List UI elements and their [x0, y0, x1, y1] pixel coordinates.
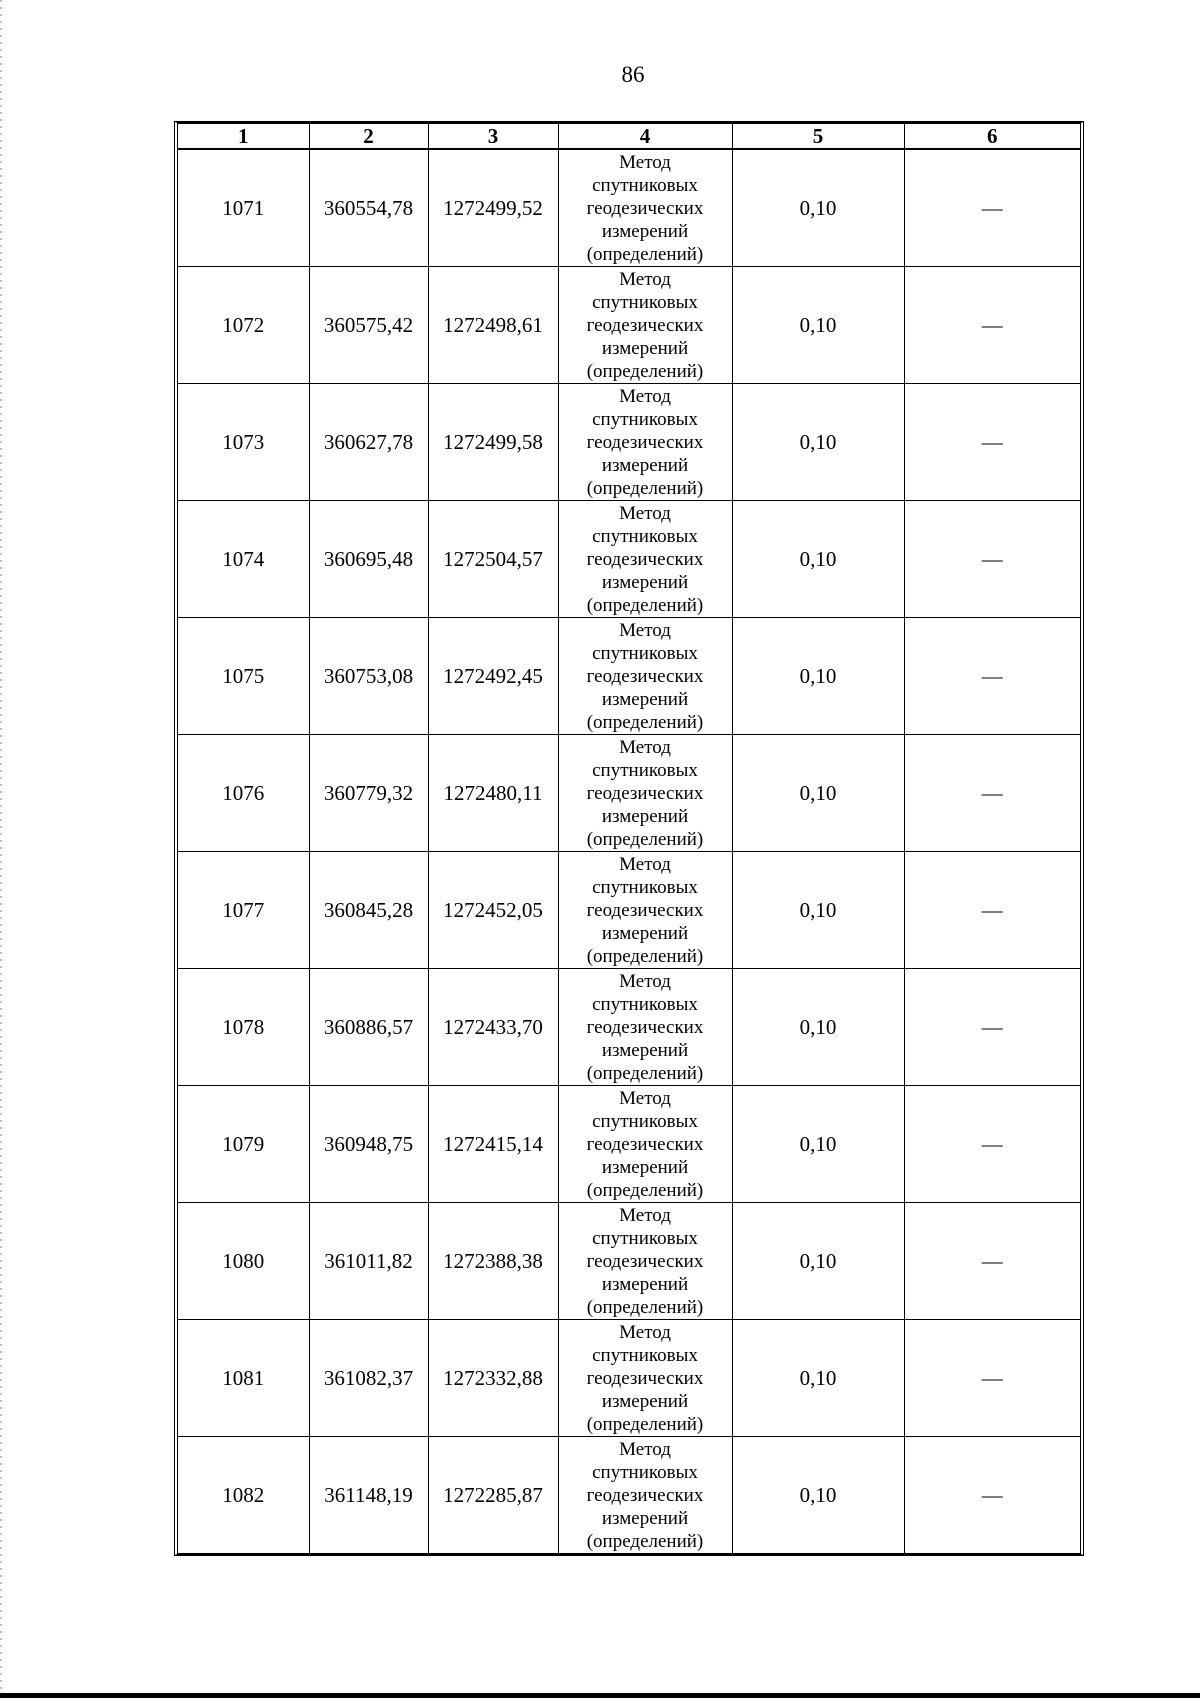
method-line: (определений): [586, 477, 704, 499]
coordinate-y-cell: 1272499,52: [428, 149, 558, 267]
coordinate-y-cell: 1272332,88: [428, 1320, 558, 1437]
table-row: [178, 267, 1080, 384]
method-line: спутниковых: [592, 408, 698, 430]
accuracy-cell: 0,10: [732, 1086, 904, 1203]
method-line: (определений): [586, 1179, 704, 1201]
point-number-cell: 1077: [178, 852, 309, 969]
coordinate-x-cell: 361011,82: [309, 1203, 428, 1320]
method-line: измерений: [601, 1156, 689, 1178]
method-line: геодезических: [586, 1250, 704, 1272]
note-cell: —: [904, 735, 1080, 852]
note-cell: —: [904, 149, 1080, 267]
note-cell: —: [904, 1203, 1080, 1320]
method-cell: [558, 149, 732, 267]
point-number-cell: 1078: [178, 969, 309, 1086]
coordinate-x-cell: 360948,75: [309, 1086, 428, 1203]
method-cell: [558, 618, 732, 735]
accuracy-cell: 0,10: [732, 618, 904, 735]
page-number: 86: [621, 62, 645, 87]
method-line: Метод: [619, 385, 671, 407]
coordinate-x-cell: 360886,57: [309, 969, 428, 1086]
method-line: (определений): [586, 594, 704, 616]
table-row: [178, 735, 1080, 852]
method-cell: [558, 501, 732, 618]
coordinate-x-cell: 361148,19: [309, 1437, 428, 1554]
method-line: измерений: [601, 688, 689, 710]
coordinate-y-cell: 1272388,38: [428, 1203, 558, 1320]
table-row: [178, 1203, 1080, 1320]
method-line: спутниковых: [592, 291, 698, 313]
method-line: (определений): [586, 360, 704, 382]
method-cell: [558, 1203, 732, 1320]
method-line: измерений: [601, 1273, 689, 1295]
coordinate-y-cell: 1272498,61: [428, 267, 558, 384]
coordinate-x-cell: 361082,37: [309, 1320, 428, 1437]
coordinate-y-cell: 1272499,58: [428, 384, 558, 501]
method-line: геодезических: [586, 782, 704, 804]
header-cell-5: 5: [732, 124, 904, 149]
method-line: геодезических: [586, 665, 704, 687]
coordinate-x-cell: 360753,08: [309, 618, 428, 735]
method-cell: [558, 267, 732, 384]
accuracy-cell: 0,10: [732, 735, 904, 852]
method-line: Метод: [619, 151, 671, 173]
method-line: измерений: [601, 220, 689, 242]
method-cell: [558, 384, 732, 501]
coordinate-y-cell: 1272415,14: [428, 1086, 558, 1203]
note-cell: —: [904, 1437, 1080, 1554]
method-line: спутниковых: [592, 1461, 698, 1483]
method-line: геодезических: [586, 1484, 704, 1506]
method-line: Метод: [619, 736, 671, 758]
method-line: измерений: [601, 805, 689, 827]
accuracy-cell: 0,10: [732, 267, 904, 384]
coordinates-table: [178, 124, 1080, 1553]
coordinate-x-cell: 360575,42: [309, 267, 428, 384]
point-number-cell: 1079: [178, 1086, 309, 1203]
method-line: (определений): [586, 828, 704, 850]
accuracy-cell: 0,10: [732, 384, 904, 501]
method-line: (определений): [586, 711, 704, 733]
method-line: спутниковых: [592, 525, 698, 547]
accuracy-cell: 0,10: [732, 1437, 904, 1554]
point-number-cell: 1073: [178, 384, 309, 501]
table-row: [178, 501, 1080, 618]
method-line: измерений: [601, 454, 689, 476]
coordinate-y-cell: 1272285,87: [428, 1437, 558, 1554]
scan-bottom-bar: [0, 1693, 1200, 1698]
method-line: Метод: [619, 970, 671, 992]
method-line: измерений: [601, 1039, 689, 1061]
point-number-cell: 1071: [178, 149, 309, 267]
coordinate-x-cell: 360845,28: [309, 852, 428, 969]
table-header: [178, 124, 1080, 149]
scan-edge: [0, 0, 2, 1698]
method-line: (определений): [586, 945, 704, 967]
method-line: Метод: [619, 1204, 671, 1226]
method-line: спутниковых: [592, 759, 698, 781]
note-cell: —: [904, 384, 1080, 501]
note-cell: —: [904, 852, 1080, 969]
method-line: Метод: [619, 1438, 671, 1460]
accuracy-cell: 0,10: [732, 852, 904, 969]
note-cell: —: [904, 501, 1080, 618]
point-number-cell: 1074: [178, 501, 309, 618]
method-cell: [558, 1437, 732, 1554]
table-row: [178, 1320, 1080, 1437]
point-number-cell: 1082: [178, 1437, 309, 1554]
method-line: геодезических: [586, 1367, 704, 1389]
method-line: геодезических: [586, 899, 704, 921]
method-line: спутниковых: [592, 993, 698, 1015]
coordinate-x-cell: 360695,48: [309, 501, 428, 618]
coordinate-x-cell: 360779,32: [309, 735, 428, 852]
point-number-cell: 1075: [178, 618, 309, 735]
method-line: Метод: [619, 619, 671, 641]
table-row: [178, 852, 1080, 969]
table-row: [178, 618, 1080, 735]
method-line: геодезических: [586, 314, 704, 336]
method-line: Метод: [619, 502, 671, 524]
coordinate-y-cell: 1272480,11: [428, 735, 558, 852]
method-line: спутниковых: [592, 1227, 698, 1249]
method-line: геодезических: [586, 548, 704, 570]
accuracy-cell: 0,10: [732, 149, 904, 267]
method-line: (определений): [586, 1296, 704, 1318]
coordinate-y-cell: 1272433,70: [428, 969, 558, 1086]
method-line: Метод: [619, 853, 671, 875]
accuracy-cell: 0,10: [732, 1203, 904, 1320]
method-line: спутниковых: [592, 1344, 698, 1366]
note-cell: —: [904, 267, 1080, 384]
coordinate-y-cell: 1272452,05: [428, 852, 558, 969]
table-row: [178, 1437, 1080, 1554]
header-row: [178, 124, 1080, 149]
method-line: геодезических: [586, 431, 704, 453]
note-cell: —: [904, 618, 1080, 735]
method-line: измерений: [601, 922, 689, 944]
header-cell-1: 1: [178, 124, 309, 149]
coordinate-x-cell: 360554,78: [309, 149, 428, 267]
method-line: (определений): [586, 1413, 704, 1435]
point-number-cell: 1081: [178, 1320, 309, 1437]
header-cell-2: 2: [309, 124, 428, 149]
coordinate-y-cell: 1272504,57: [428, 501, 558, 618]
method-line: измерений: [601, 1390, 689, 1412]
method-cell: [558, 1320, 732, 1437]
point-number-cell: 1072: [178, 267, 309, 384]
header-cell-3: 3: [428, 124, 558, 149]
method-line: (определений): [586, 1062, 704, 1084]
note-cell: —: [904, 1320, 1080, 1437]
table-row: [178, 384, 1080, 501]
table-body: [178, 149, 1080, 1553]
method-line: Метод: [619, 1321, 671, 1343]
table-row: [178, 1086, 1080, 1203]
point-number-cell: 1080: [178, 1203, 309, 1320]
method-line: спутниковых: [592, 174, 698, 196]
method-line: измерений: [601, 337, 689, 359]
accuracy-cell: 0,10: [732, 501, 904, 618]
header-cell-6: 6: [904, 124, 1080, 149]
accuracy-cell: 0,10: [732, 1320, 904, 1437]
note-cell: —: [904, 1086, 1080, 1203]
method-line: Метод: [619, 1087, 671, 1109]
coordinate-x-cell: 360627,78: [309, 384, 428, 501]
method-cell: [558, 735, 732, 852]
method-line: (определений): [586, 1530, 704, 1552]
coordinates-table-frame: [174, 121, 1084, 1556]
header-cell-4: 4: [558, 124, 732, 149]
note-cell: —: [904, 969, 1080, 1086]
method-line: геодезических: [586, 197, 704, 219]
method-cell: [558, 969, 732, 1086]
method-line: геодезических: [586, 1016, 704, 1038]
method-cell: [558, 852, 732, 969]
method-line: спутниковых: [592, 1110, 698, 1132]
method-line: Метод: [619, 268, 671, 290]
point-number-cell: 1076: [178, 735, 309, 852]
accuracy-cell: 0,10: [732, 969, 904, 1086]
method-line: геодезических: [586, 1133, 704, 1155]
method-line: измерений: [601, 1507, 689, 1529]
table-row: [178, 969, 1080, 1086]
table-row: [178, 149, 1080, 267]
method-line: измерений: [601, 571, 689, 593]
method-line: спутниковых: [592, 642, 698, 664]
coordinate-y-cell: 1272492,45: [428, 618, 558, 735]
method-line: (определений): [586, 243, 704, 265]
method-line: спутниковых: [592, 876, 698, 898]
method-cell: [558, 1086, 732, 1203]
